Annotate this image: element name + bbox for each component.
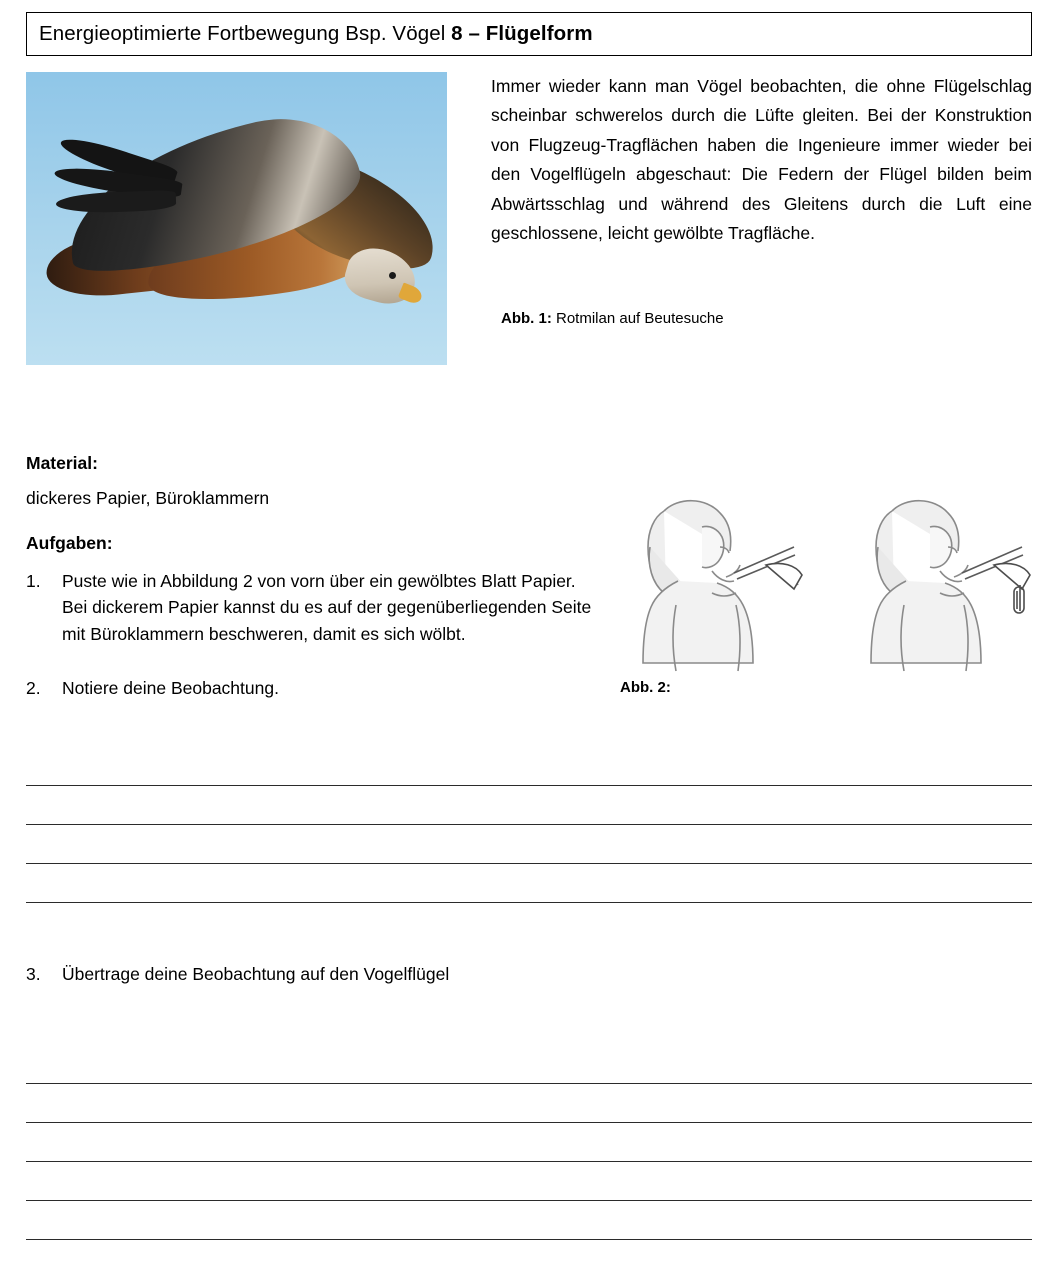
figure1-caption — [501, 310, 1032, 327]
figure1-column — [26, 72, 451, 365]
task-item-2 — [26, 675, 596, 701]
red-kite-illustration — [26, 72, 447, 365]
answer-line[interactable] — [26, 1084, 1032, 1123]
task-1-text: Puste wie in Abbildung 2 von vorn über ein gewölbtes Blatt Papier. Bei dickerem Papier kannst du es auf der gegenüberliegenden Seite mit Büroklammern beschweren, damit es sich wölbt. — [62, 571, 592, 644]
bird-photo — [26, 72, 447, 365]
task-item-3 — [26, 961, 1032, 987]
answer-line[interactable] — [26, 1045, 1032, 1084]
task-2-text: Notiere deine Beobachtung. — [62, 677, 279, 698]
answer-line[interactable] — [26, 1162, 1032, 1201]
page-title — [39, 22, 593, 46]
task-1-number: 1. — [26, 571, 41, 591]
page-title-box — [26, 12, 1032, 56]
answer-line[interactable] — [26, 825, 1032, 864]
tasks-column — [26, 453, 596, 701]
figure1-label: Abb. 1: — [501, 310, 552, 328]
bird-eye — [389, 272, 396, 279]
material-text: dickeres Papier, Büroklammern — [26, 488, 270, 508]
bird-beak — [398, 282, 424, 305]
task-3-number: 3. — [26, 964, 41, 984]
answer-lines-group-2 — [26, 1045, 1032, 1240]
answer-line[interactable] — [26, 1201, 1032, 1240]
figure2-caption: Abb. 2: — [620, 679, 671, 696]
intro-section — [26, 72, 1032, 365]
page-title-normal: Energieoptimierte Fortbewegung Bsp. Vögel — [39, 22, 452, 45]
answer-line[interactable] — [26, 1123, 1032, 1162]
task-2-number: 2. — [26, 677, 41, 698]
figure1-caption-text: Rotmilan auf Beutesuche — [551, 310, 724, 328]
page-title-bold: 8 – Flügelform — [451, 22, 593, 45]
task-3-text: Übertrage deine Beobachtung auf den Vogelflügel — [62, 964, 450, 984]
intro-paragraph: Immer wieder kann man Vögel beobachten, die ohne Flügelschlag scheinbar schwerelos durch die Lüfte gleiten. Bei der Konstruktion von Flugzeug-Tragflächen haben die Ingenieure immer wieder bei den Vogelflügeln abgeschaut: Die Federn der Flügel bilden beim Abwärtsschlag und während des Gleitens durch die Luft eine geschlossene, leicht gewölbte Tragfläche. — [491, 76, 1032, 243]
tasks-heading: Aufgaben: — [26, 533, 113, 553]
answer-line[interactable] — [26, 864, 1032, 903]
intro-column — [451, 72, 1032, 327]
answer-line[interactable] — [26, 747, 1032, 786]
answer-lines-group-1 — [26, 747, 1032, 903]
figure2-image-right — [844, 453, 1054, 675]
answer-line[interactable] — [26, 786, 1032, 825]
material-heading: Material: — [26, 453, 98, 473]
material-and-tasks-section — [26, 453, 1032, 701]
figure2-column — [596, 453, 1054, 696]
task-item-1 — [26, 568, 596, 647]
figure2-image-left — [616, 453, 826, 675]
child-blowing-paper-icon — [616, 453, 826, 675]
child-blowing-paper-clips-icon — [844, 453, 1054, 675]
figure2-images — [616, 453, 1054, 675]
